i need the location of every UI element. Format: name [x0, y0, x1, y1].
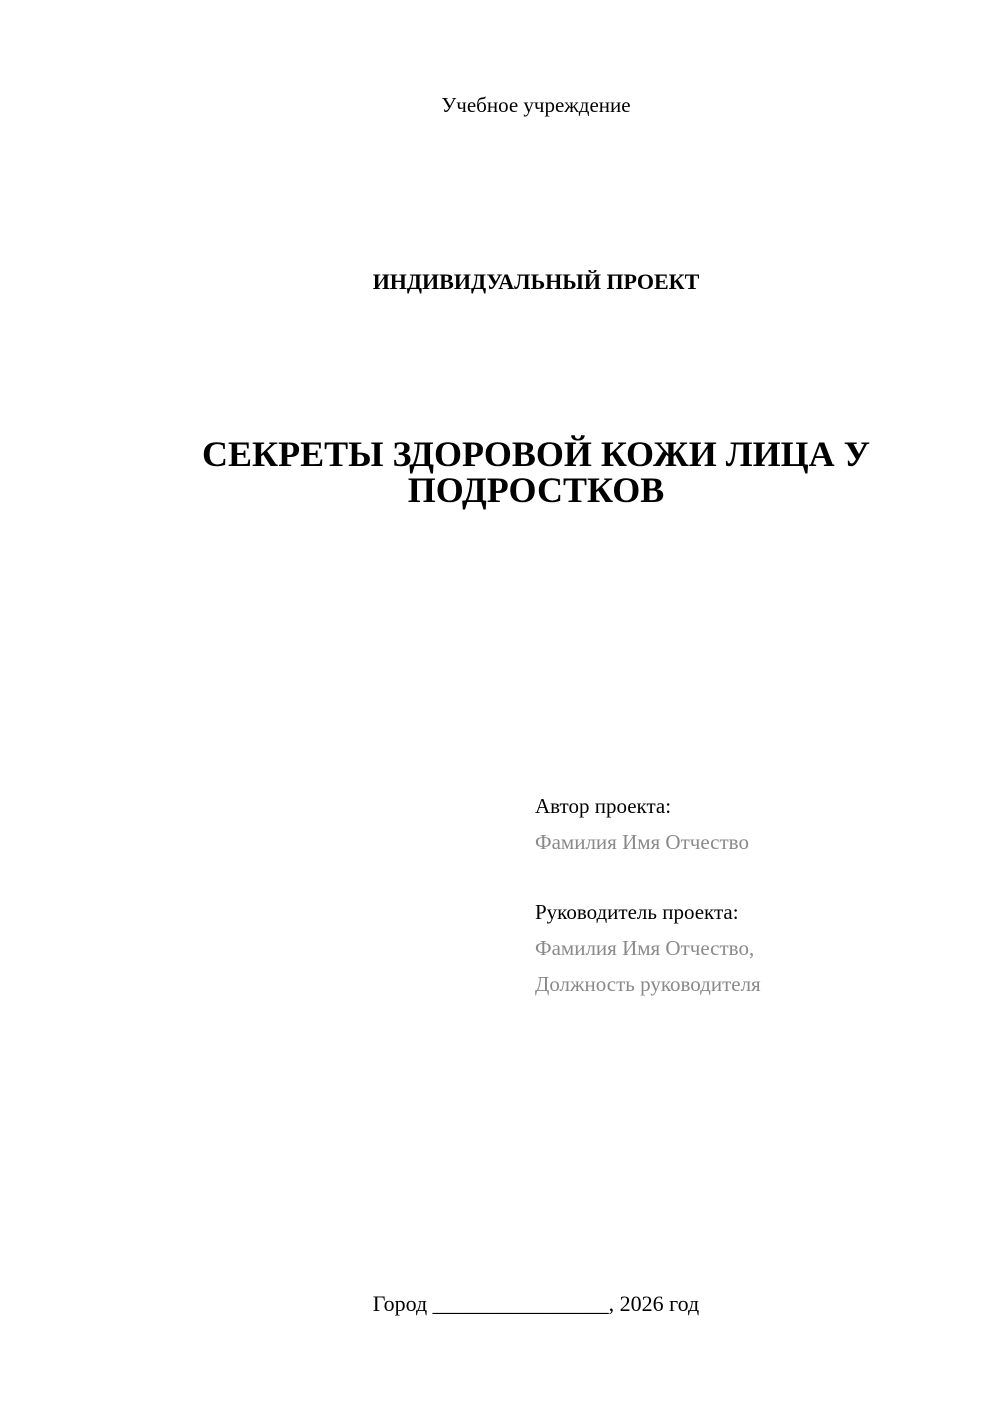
supervisor-name: Фамилия Имя Отчество, [535, 936, 755, 960]
author-name: Фамилия Имя Отчество [535, 830, 749, 854]
document-type-heading: ИНДИВИДУАЛЬНЫЙ ПРОЕКТ [372, 269, 700, 294]
info-spacer [535, 860, 761, 894]
project-title-line-2: ПОДРОСТКОВ [407, 470, 665, 510]
author-label: Автор проекта: [535, 794, 672, 818]
project-title-line-1: СЕКРЕТЫ ЗДОРОВОЙ КОЖИ ЛИЦА У [201, 434, 870, 474]
institution-name: Учебное учреждение [441, 93, 631, 117]
supervisor-position: Должность руководителя [535, 972, 761, 996]
project-info-block [535, 788, 761, 1002]
supervisor-label: Руководитель проекта: [535, 900, 739, 924]
city-year-line: Город ________________, 2026 год [372, 1291, 700, 1316]
project-title [150, 436, 922, 508]
